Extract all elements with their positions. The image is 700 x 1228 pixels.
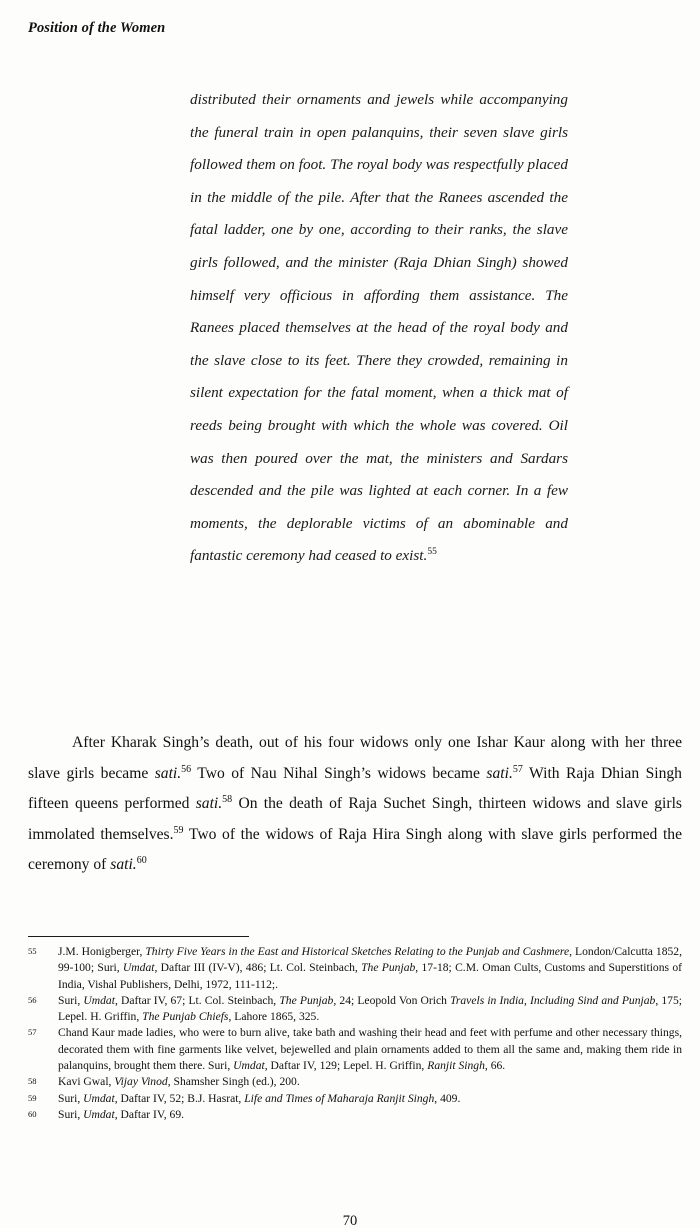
footnote-text-run: , Lahore 1865, 325.	[228, 1010, 320, 1024]
footnote-text-run: , Daftar IV, 52; B.J. Hasrat,	[114, 1091, 245, 1105]
footnote-text-58	[58, 1074, 682, 1090]
footnote-title-italic: Thirty Five Years in the East and Historical Sketches Relating to the Punjab and Cashmere	[145, 945, 570, 958]
footnote-text-run: , 24; Leopold Von Orich	[333, 993, 451, 1007]
footnote-text-run: Kavi Gwal,	[58, 1075, 115, 1089]
body-paragraph-text	[28, 728, 682, 881]
footnote-number-59[interactable]: 59	[28, 1092, 37, 1103]
body-sentence-3: With Raja Dhian Singh fifteen queens performed	[28, 764, 682, 812]
footnote-text-60	[58, 1107, 682, 1123]
footnote-title-italic: Umdat	[83, 1107, 115, 1121]
footnote-entry	[28, 993, 682, 1026]
footnote-text-run: , 66.	[484, 1059, 506, 1073]
footnote-text-run: , Shamsher Singh (ed.), 200.	[167, 1075, 300, 1089]
footnote-marker-57[interactable]: 57	[512, 763, 523, 775]
footnote-entry	[28, 1074, 682, 1090]
term-sati-2: sati.	[486, 764, 513, 782]
footnote-text-run: , Daftar III (IV-V), 486; Lt. Col. Steinbach,	[154, 961, 362, 975]
footnote-text-run: Suri,	[58, 1091, 84, 1105]
footnote-title-italic: Umdat	[122, 961, 155, 975]
footnote-text-run: Suri,	[58, 993, 84, 1007]
footnote-text-run: , 409.	[434, 1091, 461, 1105]
term-sati-3: sati.	[195, 795, 223, 812]
block-quotation-text: distributed their ornaments and jewels while accompanying the funeral train in open palanquins, their seven slave girls followed them on foot. The royal body was respectfully placed in the middle of the pile. After that the Ranees ascended the fatal ladder, one by one, according to their ranks, the slave girls followed, and the minister (Raja Dhian Singh) showed himself very officious in affording them assistance. The Ranees placed themselves at the head of the royal body and the slave close to its feet. There they crowded, remaining in silent expectation for the fatal moment, when a thick mat of reeds being brought with which the whole was covered. Oil was then poured over the mat, the ministers and Sardars descended and the pile was lighted at each corner. In a few moments, the deplorable victims of an abominable and fantastic ceremony had ceased to exist.	[190, 91, 568, 565]
footnote-marker-59[interactable]: 59	[173, 824, 184, 836]
footnote-text-run: , 17-18; C.M. Oman Cults, Customs and Superstitions of India, Vishal Publishers, Delhi, 1972, 111-112;.	[58, 961, 682, 991]
footnote-text-run: , Daftar IV, 67; Lt. Col. Steinbach,	[114, 993, 280, 1007]
running-head: Position of the Women	[28, 20, 166, 36]
body-sentence-5: Two of the widows of Raja Hira Singh along with slave girls performed the ceremony of	[28, 825, 683, 873]
footnote-title-italic: Vijay Vinod	[114, 1075, 168, 1089]
footnote-text-56	[58, 993, 682, 1026]
footnote-entry	[28, 944, 682, 993]
footnote-title-italic: Life and Times of Maharaja Ranjit Singh	[244, 1091, 435, 1105]
footnote-number-60[interactable]: 60	[28, 1108, 37, 1119]
footnote-title-italic: The Punjab	[279, 993, 334, 1007]
body-sentence-4: On the death of Raja Suchet Singh, thirteen widows and slave girls immolated themselves.	[28, 795, 682, 843]
footnote-number-55[interactable]: 55	[28, 946, 37, 956]
body-sentence-1: After Kharak Singh’s death, out of his four widows only one Ishar Kaur along with her three slave girls became	[28, 734, 682, 782]
block-quotation	[190, 84, 568, 573]
footnote-marker-60[interactable]: 60	[136, 854, 147, 866]
footnote-text-run: , 175; Lepel. H. Griffin,	[58, 993, 682, 1024]
footnote-text-57	[58, 1025, 682, 1074]
footnote-title-italic: Umdat	[233, 1059, 265, 1073]
footnote-text-59	[58, 1091, 682, 1107]
block-quotation-paragraph	[190, 84, 568, 573]
footnote-number-57[interactable]: 57	[28, 1027, 37, 1038]
footnote-title-italic: Travels in India, Including Sind and Punjab	[450, 993, 656, 1007]
footnote-marker-55[interactable]: 55	[427, 547, 437, 558]
footnote-text-run: Suri,	[58, 1107, 84, 1121]
body-sentence-2: Two of Nau Nihal Singh’s widows became	[191, 764, 487, 782]
footnote-text-run: , Daftar IV, 129; Lepel. H. Griffin,	[264, 1059, 428, 1073]
footnote-title-italic: The Punjab Chiefs	[142, 1010, 229, 1024]
footnote-text-run: J.M. Honigberger,	[58, 945, 146, 958]
term-sati-1: sati.	[154, 764, 182, 782]
footnote-number-56[interactable]: 56	[28, 994, 37, 1005]
footnote-entry	[28, 1025, 682, 1074]
footnote-entry	[28, 1091, 682, 1107]
footnote-title-italic: Umdat	[83, 993, 115, 1007]
footnote-separator-rule	[28, 936, 249, 937]
footnote-entry	[28, 1107, 682, 1123]
footnotes-section	[28, 944, 682, 1123]
footnote-marker-58[interactable]: 58	[222, 793, 233, 805]
footnote-text-run: , Daftar IV, 69.	[114, 1107, 185, 1121]
footnote-number-58[interactable]: 58	[28, 1076, 37, 1087]
footnote-title-italic: The Punjab	[361, 961, 416, 975]
term-sati-5: sati.	[110, 856, 137, 873]
footnote-marker-56[interactable]: 56	[181, 763, 192, 775]
page-number: 70	[342, 1213, 358, 1228]
body-paragraph	[28, 728, 682, 881]
footnote-text-run: , London/Calcutta 1852, 99-100; Suri,	[58, 945, 682, 975]
footnote-text-run: Chand Kaur made ladies, who were to burn alive, take bath and washing their head and feet with perfume and other necessary things, decorated them with fine garments like velvet, bejewelled and plain ornaments added to them all the same and, making them ride in palanquins, brought them there. Suri,	[58, 1026, 682, 1073]
footnote-title-italic: Umdat	[83, 1091, 115, 1105]
footnote-text-55	[58, 944, 682, 993]
footnote-title-italic: Ranjit Singh	[427, 1059, 485, 1073]
